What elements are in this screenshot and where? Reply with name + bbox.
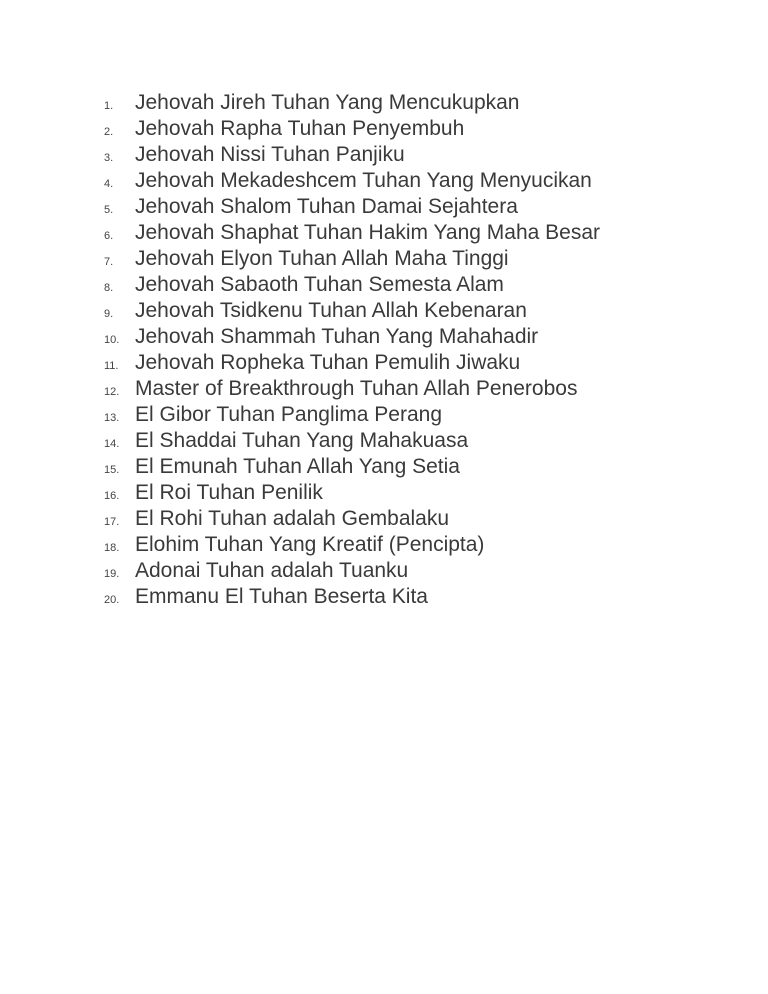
list-item	[104, 428, 600, 454]
list-item-number: 1.	[104, 100, 114, 112]
list-item	[104, 90, 600, 116]
names-list	[104, 90, 600, 610]
list-item-text: El Gibor Tuhan Panglima Perang	[135, 403, 443, 426]
list-item	[104, 584, 600, 610]
list-item-text: Jehovah Tsidkenu Tuhan Allah Kebenaran	[135, 299, 527, 322]
list-item-text: Jehovah Rapha Tuhan Penyembuh	[135, 117, 465, 140]
list-item	[104, 194, 600, 220]
list-item-number: 7.	[104, 256, 114, 268]
list-item-number: 12.	[104, 386, 120, 398]
list-item-number: 11.	[104, 360, 119, 372]
list-item	[104, 532, 600, 558]
list-item-number: 17.	[104, 516, 120, 528]
list-item-text: El Emunah Tuhan Allah Yang Setia	[135, 455, 460, 478]
list-item-text: Jehovah Sabaoth Tuhan Semesta Alam	[135, 273, 504, 296]
list-item-text: Adonai Tuhan adalah Tuanku	[135, 559, 409, 582]
list-item	[104, 454, 600, 480]
list-item	[104, 220, 600, 246]
list-item-number: 18.	[104, 542, 120, 554]
list-item-number: 19.	[104, 568, 120, 580]
list-item	[104, 324, 600, 350]
list-item-number: 15.	[104, 464, 120, 476]
list-item-number: 4.	[104, 178, 114, 190]
list-item-number: 20.	[104, 594, 120, 606]
list-item-number: 16.	[104, 490, 120, 502]
list-item	[104, 350, 600, 376]
list-item	[104, 376, 600, 402]
list-item	[104, 298, 600, 324]
list-item	[104, 116, 600, 142]
list-item-number: 5.	[104, 204, 114, 216]
list-item	[104, 272, 600, 298]
list-item-text: Elohim Tuhan Yang Kreatif (Pencipta)	[135, 533, 485, 556]
list-item-text: Jehovah Nissi Tuhan Panjiku	[135, 143, 405, 166]
list-item	[104, 168, 600, 194]
list-item-text: Jehovah Elyon Tuhan Allah Maha Tinggi	[135, 247, 509, 270]
list-item-text: Jehovah Shaphat Tuhan Hakim Yang Maha Besar	[135, 221, 601, 244]
list-item-text: Jehovah Mekadeshcem Tuhan Yang Menyucikan	[135, 169, 592, 192]
list-item-number: 8.	[104, 282, 114, 294]
list-item-text: Jehovah Shalom Tuhan Damai Sejahtera	[135, 195, 518, 218]
list-item-text: El Roi Tuhan Penilik	[135, 481, 323, 504]
list-item-text: Jehovah Jireh Tuhan Yang Mencukupkan	[135, 91, 520, 114]
list-item	[104, 506, 600, 532]
list-item-number: 2.	[104, 126, 114, 138]
list-item-number: 9.	[104, 308, 114, 320]
list-item	[104, 142, 600, 168]
list-item	[104, 558, 600, 584]
list-item-number: 6.	[104, 230, 114, 242]
list-item-text: El Shaddai Tuhan Yang Mahakuasa	[135, 429, 469, 452]
list-item	[104, 480, 600, 506]
list-item-text: Jehovah Ropheka Tuhan Pemulih Jiwaku	[135, 351, 521, 374]
list-item-text: El Rohi Tuhan adalah Gembalaku	[135, 507, 450, 530]
list-item	[104, 402, 600, 428]
list-item-number: 10.	[104, 334, 120, 346]
list-item-text: Master of Breakthrough Tuhan Allah Penerobos	[135, 377, 578, 400]
list-item-text: Emmanu El Tuhan Beserta Kita	[135, 585, 428, 608]
list-item-text: Jehovah Shammah Tuhan Yang Mahahadir	[135, 325, 539, 348]
list-item-number: 13.	[104, 412, 120, 424]
list-item-number: 3.	[104, 152, 114, 164]
list-item-number: 14.	[104, 438, 120, 450]
list-item	[104, 246, 600, 272]
